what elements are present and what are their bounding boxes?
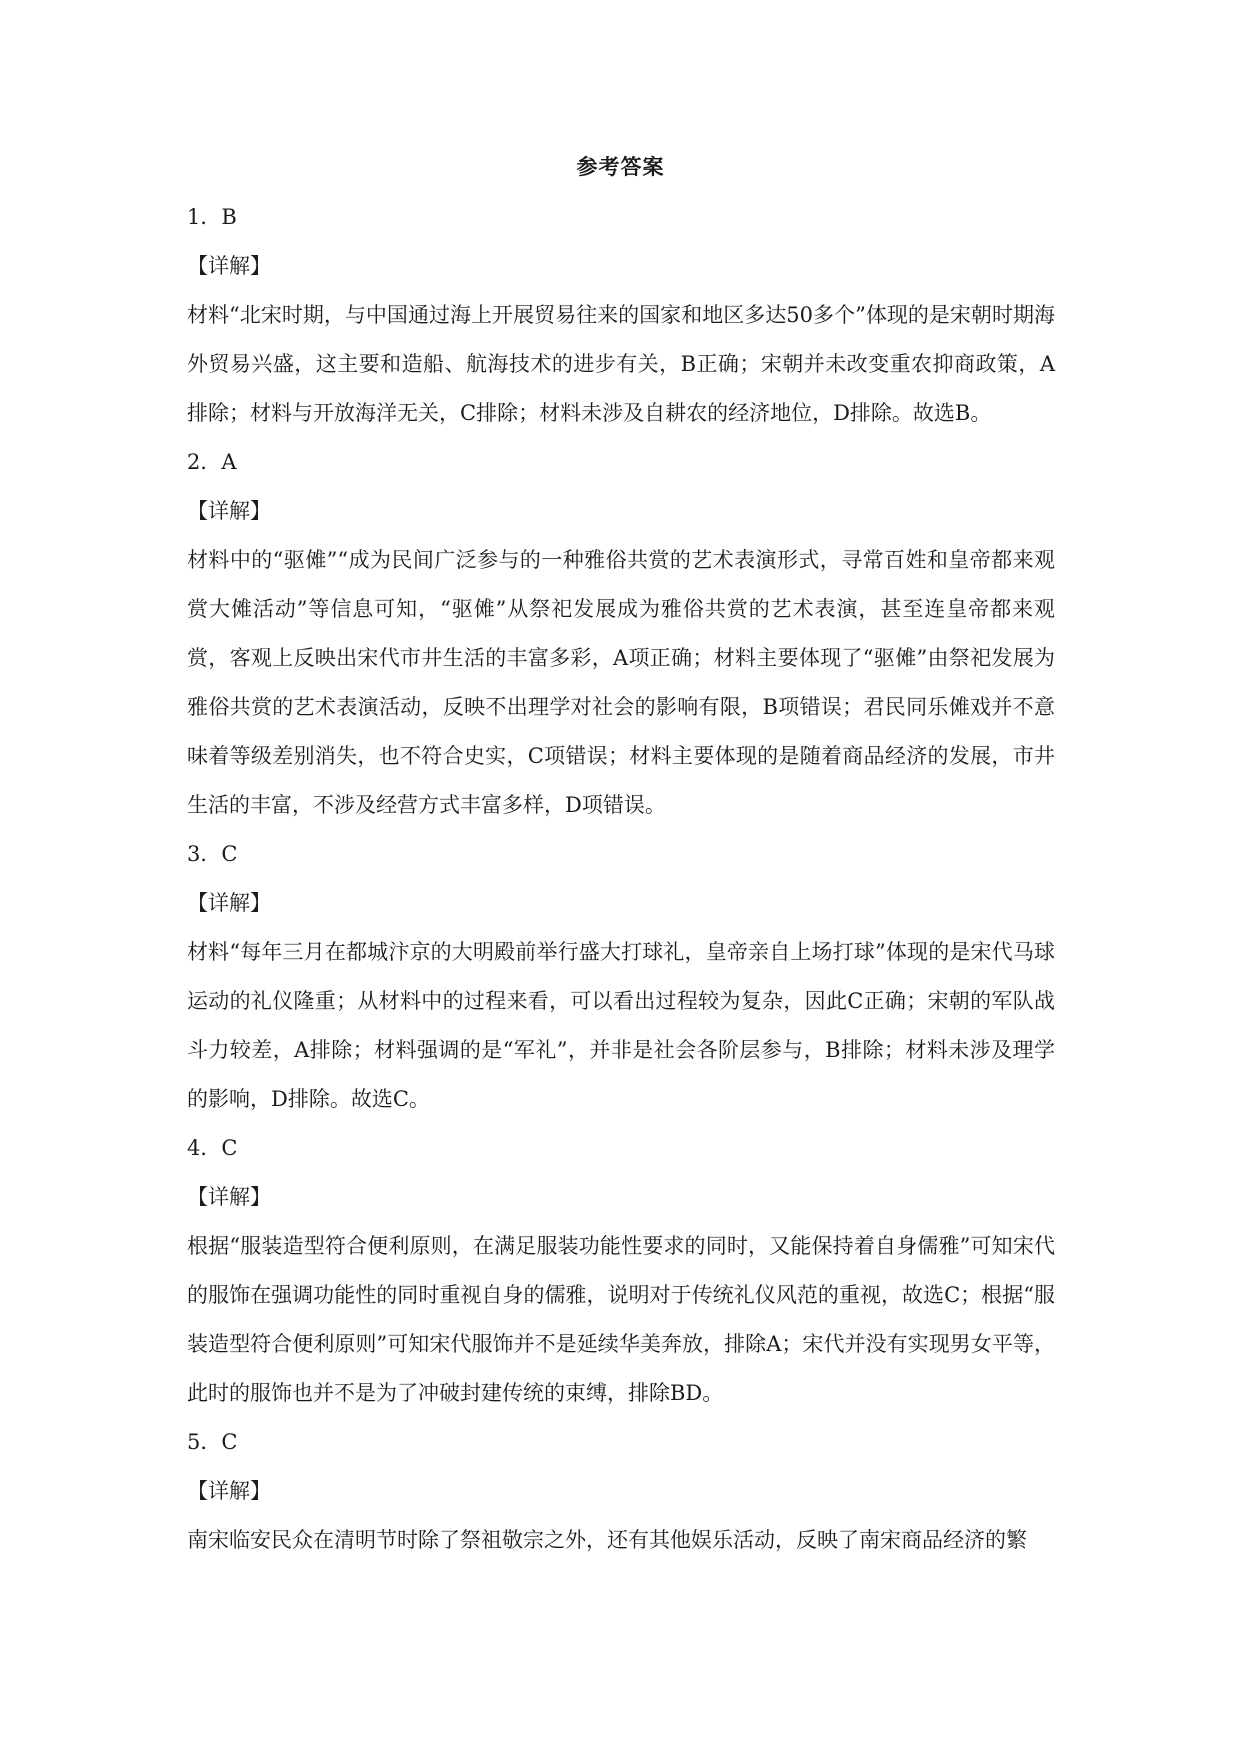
detail-heading: 【详解】 [187, 499, 271, 523]
answer-item-5 [187, 1418, 1055, 1565]
answer-item-3 [187, 830, 1055, 1124]
explanation-text: 材料“每年三月在都城汴京的大明殿前举行盛大打球礼，皇帝亲自上场打球”体现的是宋代马球运动的礼仪隆重；从材料中的过程来看，可以看出过程较为复杂，因此C正确；宋朝的军队战斗力较差，A排除；材料强调的是“军礼”，并非是社会各阶层参与，B排除；材料未涉及理学的影响，D排除。故选C。 [187, 940, 1055, 1111]
answer-list [187, 193, 1055, 1565]
answer-number: 4．C [187, 1136, 238, 1160]
explanation-text: 材料“北宋时期，与中国通过海上开展贸易往来的国家和地区多达50多个”体现的是宋朝时期海外贸易兴盛，这主要和造船、航海技术的进步有关，B正确；宋朝并未改变重农抑商政策，A排除；材料与开放海洋无关，C排除；材料未涉及自耕农的经济地位，D排除。故选B。 [187, 303, 1055, 425]
answer-number: 1．B [187, 205, 237, 229]
explanation-text: 材料中的“驱傩”“成为民间广泛参与的一种雅俗共赏的艺术表演形式，寻常百姓和皇帝都来观赏大傩活动”等信息可知，“驱傩”从祭祀发展成为雅俗共赏的艺术表演，甚至连皇帝都来观赏，客观上反映出宋代市井生活的丰富多彩，A项正确；材料主要体现了“驱傩”由祭祀发展为雅俗共赏的艺术表演活动，反映不出理学对社会的影响有限，B项错误；君民同乐傩戏并不意味着等级差别消失，也不符合史实，C项错误；材料主要体现的是随着商品经济的发展，市井生活的丰富，不涉及经营方式丰富多样，D项错误。 [187, 548, 1055, 817]
explanation-text: 根据“服装造型符合便利原则，在满足服装功能性要求的同时，又能保持着自身儒雅”可知宋代的服饰在强调功能性的同时重视自身的儒雅，说明对于传统礼仪风范的重视，故选C；根据“服装造型符合便利原则”可知宋代服饰并不是延续华美奔放，排除A；宋代并没有实现男女平等，此时的服饰也并不是为了冲破封建传统的束缚，排除BD。 [187, 1234, 1055, 1405]
explanation-text: 南宋临安民众在清明节时除了祭祖敬宗之外，还有其他娱乐活动，反映了南宋商品经济的繁 [187, 1528, 1027, 1552]
page-title: 参考答案 [576, 154, 665, 179]
detail-heading: 【详解】 [187, 254, 271, 278]
answer-number: 5．C [187, 1430, 238, 1454]
answer-item-4 [187, 1124, 1055, 1418]
answer-number: 2．A [187, 450, 237, 474]
detail-heading: 【详解】 [187, 1479, 271, 1503]
answer-item-1 [187, 193, 1055, 438]
answer-item-2 [187, 438, 1055, 830]
answer-number: 3．C [187, 842, 238, 866]
detail-heading: 【详解】 [187, 1185, 271, 1209]
detail-heading: 【详解】 [187, 891, 271, 915]
